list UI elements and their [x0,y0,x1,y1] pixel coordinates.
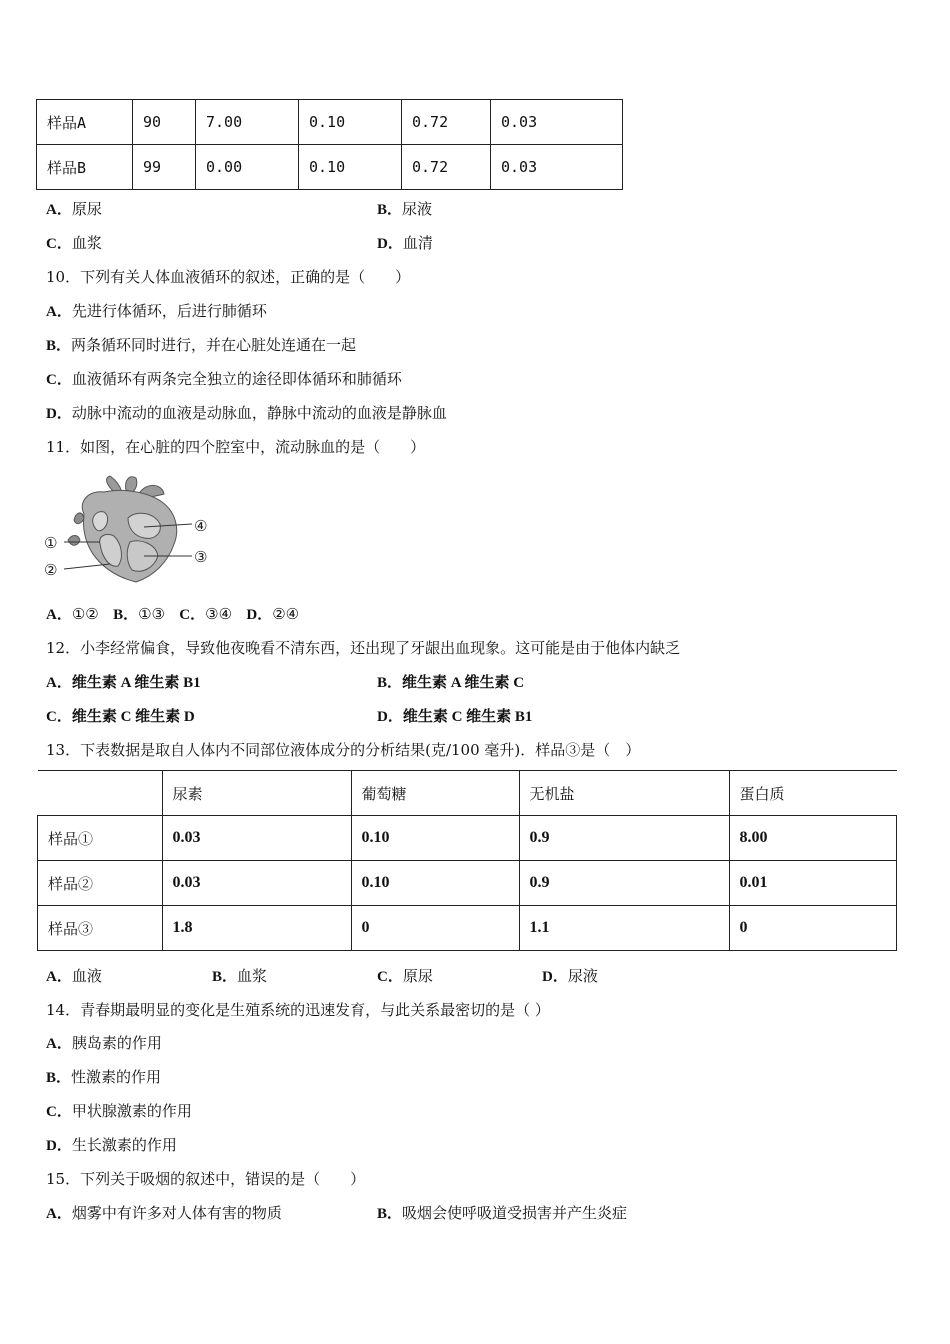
q10-option-a: A．先进行体循环，后进行肺循环 [46,302,267,320]
table-row [37,100,623,145]
q10-option-d: D．动脉中流动的血液是动脉血，静脉中流动的血液是静脉血 [46,404,447,422]
table-cell: 样品A [37,100,133,145]
q13-option-d: D．尿液 [542,967,598,985]
table-header-cell: 尿素 [162,771,351,816]
q11-options: A．①② B．①③ C．③④ D．②④ [46,605,300,623]
heart-diagram [44,474,219,592]
table-row [38,861,897,906]
table-header-cell: 葡萄糖 [351,771,519,816]
table-cell: 1.1 [519,906,729,951]
q9-option-b: B．尿液 [377,200,433,218]
q13-option-c: C．原尿 [377,967,433,985]
table-cell: 样品② [38,861,163,906]
table-cell: 0.03 [162,816,351,861]
table-cell: 99 [133,145,196,190]
table-cell: 0.72 [402,100,491,145]
table-header-row [38,771,897,816]
table-row [38,906,897,951]
table-header-cell: 无机盐 [519,771,729,816]
q12-stem: 12．小李经常偏食，导致他夜晚看不清东西，还出现了牙龈出血现象。这可能是由于他体内缺乏 [46,639,681,657]
table-cell: 1.8 [162,906,351,951]
q9-option-c: C．血浆 [46,234,102,252]
q13-option-a: A．血液 [46,967,102,985]
q12-option-b: B．维生素 A 维生素 C [377,675,525,691]
heart-label-2: ② [44,561,58,579]
table-cell: 0.9 [519,861,729,906]
table-cell: 7.00 [196,100,299,145]
table-cell: 0 [351,906,519,951]
q12-option-a: A．维生素 A 维生素 B1 [46,675,201,691]
table-cell: 样品① [38,816,163,861]
table-cell: 样品③ [38,906,163,951]
table-cell: 0.10 [299,100,402,145]
sample-table-1 [36,99,623,190]
q10-option-c: C．血液循环有两条完全独立的途径即体循环和肺循环 [46,370,402,388]
q9-option-d: D．血清 [377,234,433,252]
q14-option-c: C．甲状腺激素的作用 [46,1102,192,1120]
table-row [38,816,897,861]
q15-option-b: B．吸烟会使呼吸道受损害并产生炎症 [377,1204,628,1222]
q9-option-a: A．原尿 [46,200,102,218]
q14-option-b: B．性激素的作用 [46,1068,162,1086]
table-cell: 0.10 [351,816,519,861]
q15-stem: 15．下列关于吸烟的叙述中，错误的是（ ） [46,1170,366,1188]
table-cell: 0.10 [299,145,402,190]
q11-stem: 11．如图，在心脏的四个腔室中，流动脉血的是（ ） [46,438,426,456]
table-cell: 0.03 [162,861,351,906]
q13-option-b: B．血浆 [212,967,268,985]
q10-option-b: B．两条循环同时进行，并在心脏处连通在一起 [46,336,357,354]
table-cell: 0.9 [519,816,729,861]
heart-label-1: ① [44,534,58,552]
table-cell: 0.72 [402,145,491,190]
q14-option-d: D．生长激素的作用 [46,1136,177,1154]
q14-option-a: A．胰岛素的作用 [46,1034,162,1052]
heart-label-3: ③ [194,548,208,566]
table-cell: 0.03 [491,145,623,190]
heart-label-4: ④ [194,517,208,535]
table-header-cell: 蛋白质 [729,771,897,816]
table-cell: 0.10 [351,861,519,906]
q14-stem: 14．青春期最明显的变化是生殖系统的迅速发育，与此关系最密切的是（ ） [46,1001,550,1019]
table-cell: 0.00 [196,145,299,190]
table-row [37,145,623,190]
table-cell: 8.00 [729,816,897,861]
table-cell: 样品B [37,145,133,190]
fluid-composition-table [37,770,897,951]
q10-stem: 10．下列有关人体血液循环的叙述，正确的是（ ） [46,268,411,286]
table-cell: 0 [729,906,897,951]
q13-stem: 13．下表数据是取自人体内不同部位液体成分的分析结果(克/100 毫升)．样品③是（ ） [46,741,641,759]
table-cell: 0.01 [729,861,897,906]
q12-option-c: C．维生素 C 维生素 D [46,709,195,725]
table-header-cell [38,771,163,816]
table-cell: 0.03 [491,100,623,145]
q12-option-d: D．维生素 C 维生素 B1 [377,709,533,725]
table-cell: 90 [133,100,196,145]
q15-option-a: A．烟雾中有许多对人体有害的物质 [46,1204,282,1222]
